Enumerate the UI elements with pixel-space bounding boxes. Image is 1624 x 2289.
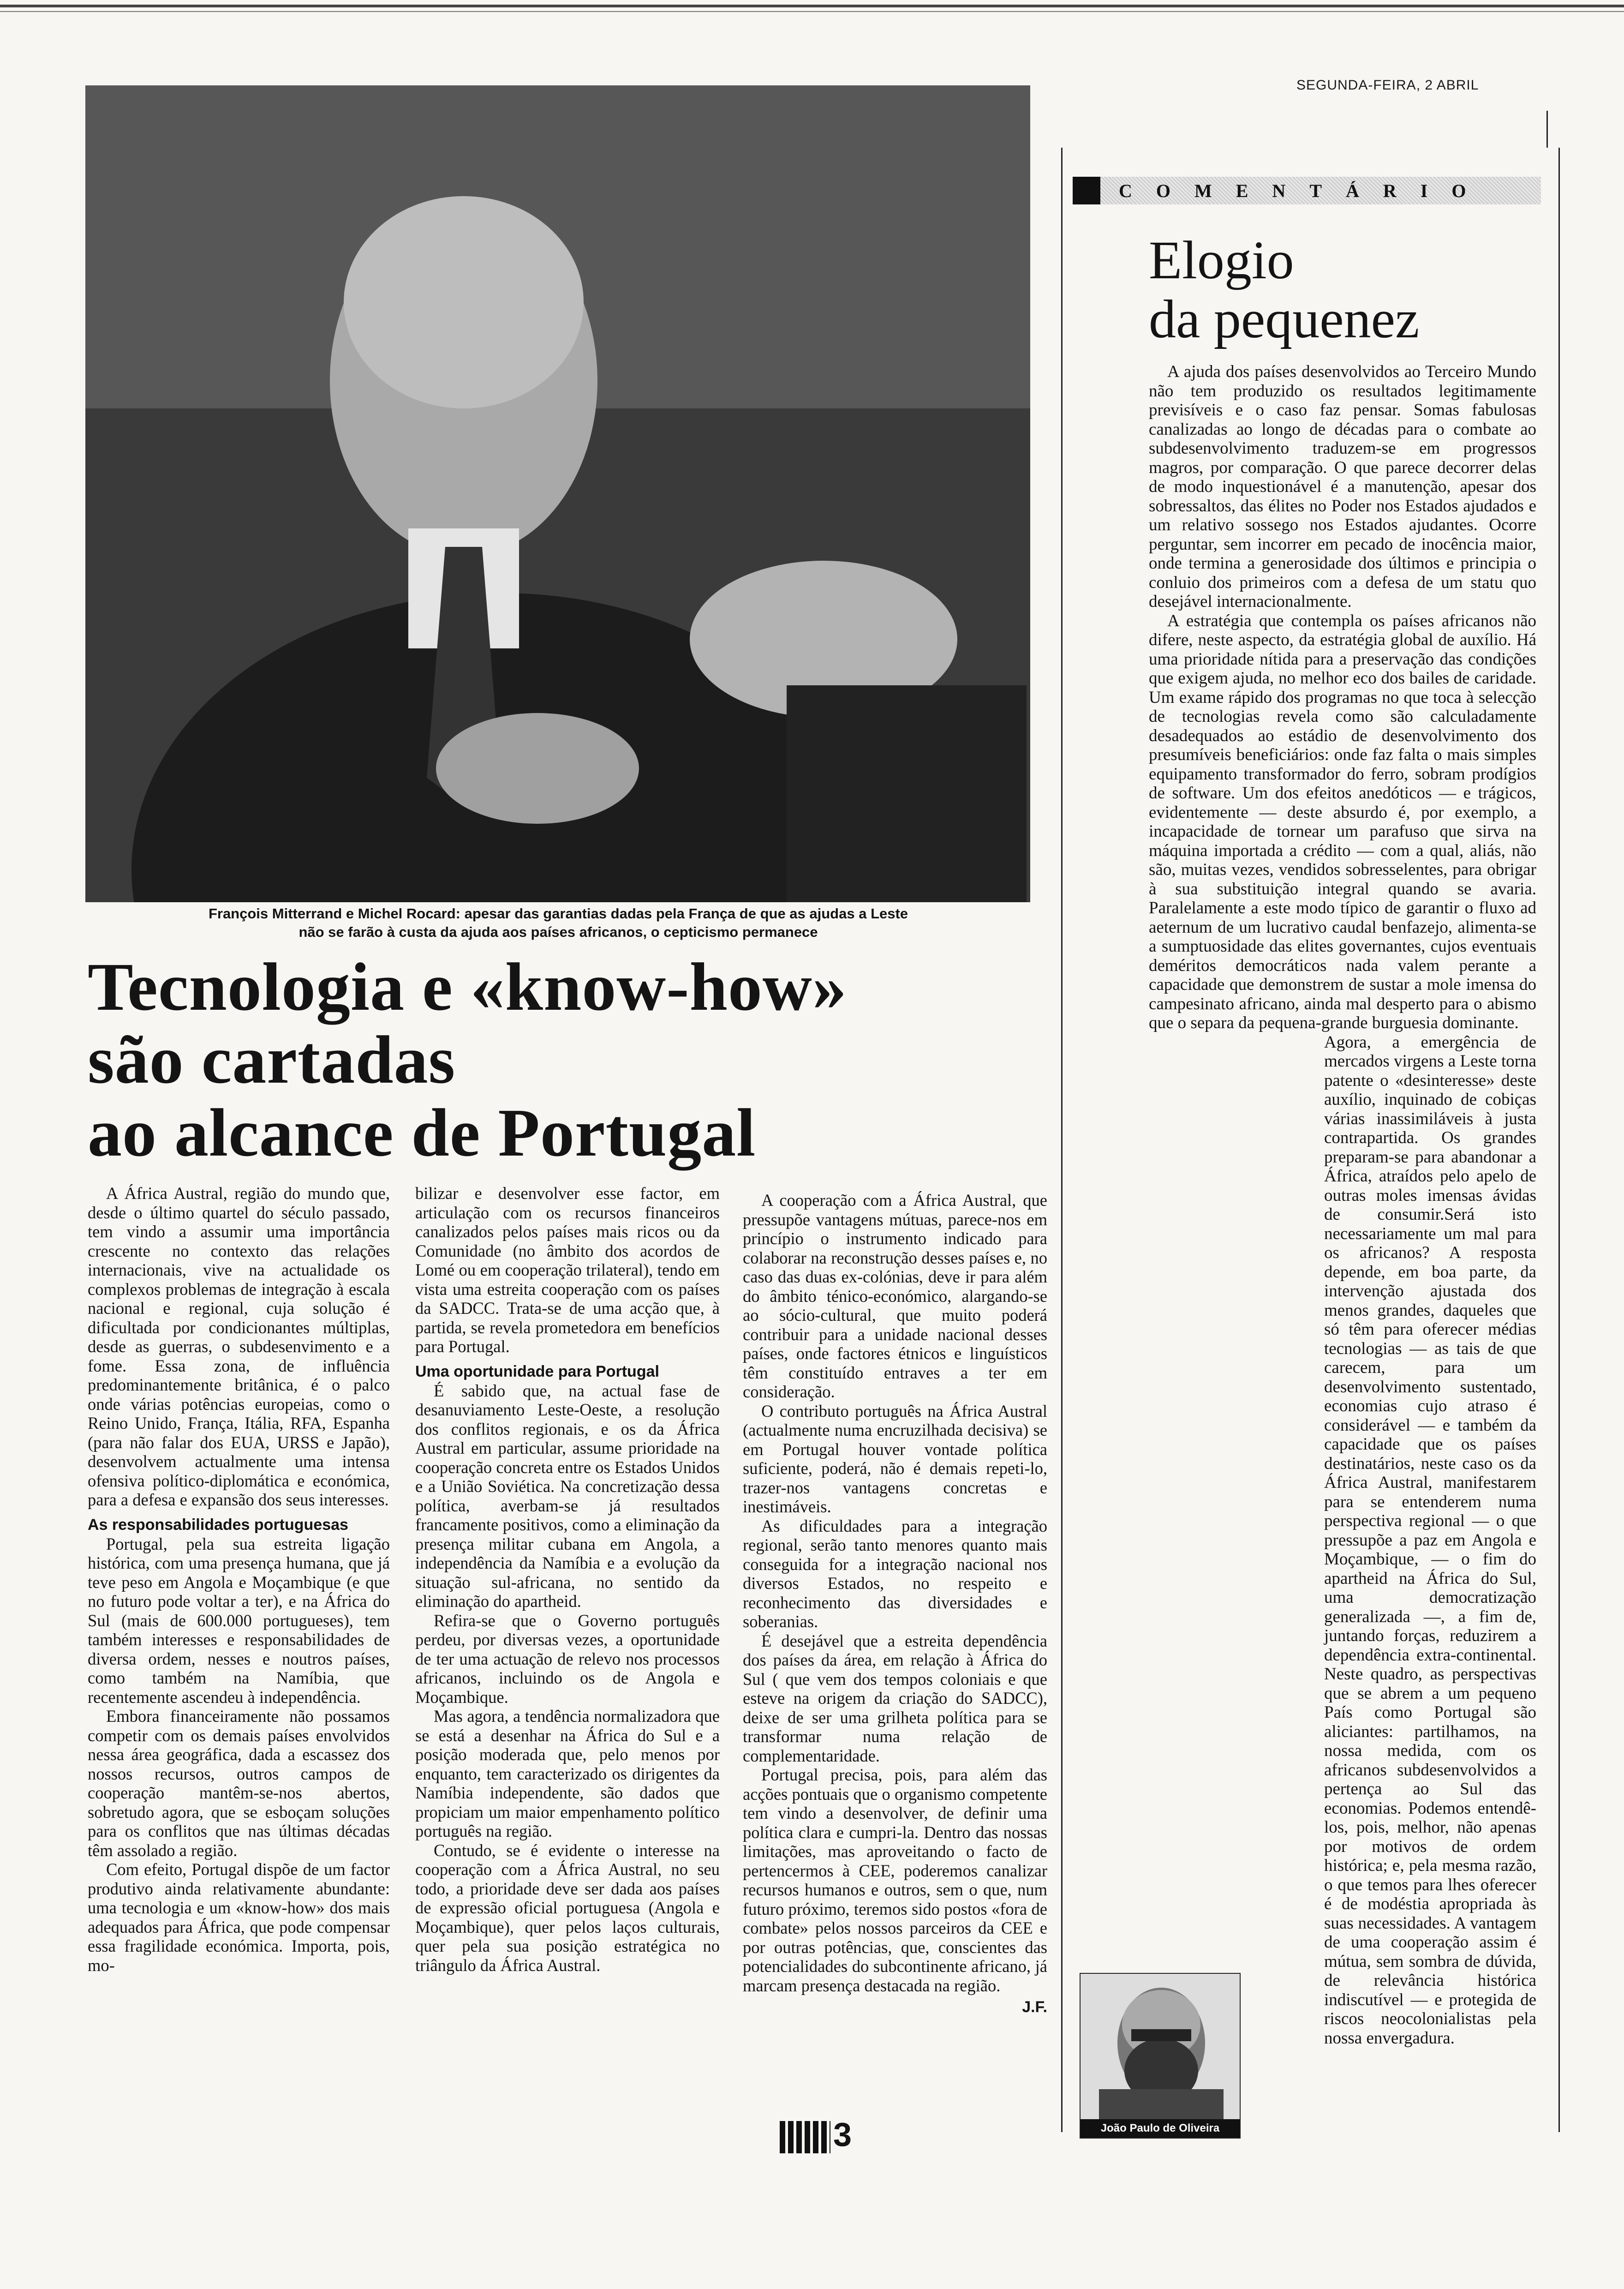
subheading: As responsabilidades portuguesas <box>88 1516 348 1534</box>
page-number: 3 <box>833 2116 852 2153</box>
news-photo <box>85 85 1030 902</box>
article-headline <box>88 951 1038 1169</box>
headline-line-1: Tecnologia e «know-how» <box>88 949 847 1025</box>
paragraph: É sabido que, na actual fase de desanuviamento Leste-Oeste, a resolução dos conflitos regionais, e os da África Austral em particular, assume prioridade na cooperação concreta entre os Estados Unidos e a União Soviética. Na concretização dessa política, averbam-se já resultados francamente positivos, como a eliminação da presença militar cubana em Angola, a independência da Namíbia e a evolução da situação sul-africana, no sentido da eliminação do apartheid. <box>415 1381 720 1611</box>
subheading: Uma oportunidade para Portugal <box>415 1362 659 1380</box>
paragraph: As dificuldades para a integração regional, serão tanto menores quanto mais conseguida for a integração nacional nos diversos Estados, no respeito e reconhecimento das diversidades e soberanias. <box>743 1516 1047 1631</box>
photo-caption <box>90 905 1027 941</box>
paragraph: Mas agora, a tendência normalizadora que se está a desenhar na África do Sul e a posição moderada que, pelo menos por enquanto, tem caracterizado os dirigentes da Namíbia independente, são dados que propiciam um maior empenhamento político português na região. <box>415 1707 720 1840</box>
comment-body <box>1149 362 1536 2048</box>
paragraph: Embora financeiramente não possamos competir com os demais países envolvidos nessa área geográfica, dada a escassez dos nossos recursos, outros campos de cooperação mantêm-se-nos abertos, sobretudo agora, que se esboçam soluções para os conflitos que nas últimas décadas têm assolado a região. <box>88 1707 390 1860</box>
section-marker-icon <box>1073 177 1100 204</box>
page-date: SEGUNDA-FEIRA, 2 ABRIL <box>1296 78 1479 93</box>
newspaper-logo-icon <box>780 2121 830 2153</box>
author-portrait <box>1080 1973 1241 2139</box>
article-signature: J.F. <box>1022 1998 1047 2016</box>
headline-line-3: ao alcance de Portugal <box>88 1095 756 1171</box>
article-column-2 <box>415 1184 720 1975</box>
author-name: João Paulo de Oliveira <box>1081 2119 1240 2138</box>
paragraph: Refira-se que o Governo português perdeu, por diversas vezes, a oportunidade de ter uma actuação de relevo nos processos africanos, incluindo os de Angola e Moçambique. <box>415 1611 720 1707</box>
paragraph: Contudo, se é evidente o interesse na cooperação com a África Austral, no seu todo, a prioridade deve ser dada aos países de expressão oficial portuguesa (Angola e Moçambique), quer pelos laços culturais, quer pela sua posição estratégica no triângulo da África Austral. <box>415 1840 720 1975</box>
paragraph: Portugal precisa, pois, para além das acções pontuais que o organismo competente tem vindo a desenvolver, de definir uma política clara e cumpri-la. Dentro das nossas limitações, mas aproveitando o facto de pertencermos à CEE, poderemos canalizar recursos humanos e outros, sem o que, num futuro próximo, teremos sido postos «fora de combate» pelos nossos parceiros da CEE e por outras potências, que, conscientes das potencialidades do subcontinente africano, já marcam presença destacada na região. <box>743 1765 1047 1995</box>
paragraph: A África Austral, região do mundo que, desde o último quartel do século passado, tem vindo a assumir uma importância crescente no contexto das relações internacionais, vive na actualidade os complexos problemas de integração à escala nacional e regional, cuja solução é dificultada por condicionantes múltiplas, desde as guerras, o subdesenvimento e a fome. Essa zona, de influência predominantemente britânica, é o palco onde várias potências europeias, como o Reino Unido, França, Itália, RFA, Espanha (para não falar dos EUA, URSS e Japão), desenvolvem actualmente uma intensa ofensiva político-diplomática e económica, para a defesa e expansão dos seus interesses. <box>88 1184 390 1509</box>
article-column-1 <box>88 1184 390 1975</box>
paragraph: É desejável que a estreita dependência dos países da área, em relação à África do Sul ( que vem dos tempos coloniais e que esteve na origem da criação do SADCC), deixe de ser uma grilheta política para se transformar numa relação de complementaridade. <box>743 1631 1047 1765</box>
section-label-bar <box>1073 177 1541 204</box>
frame-rule <box>1546 111 1548 148</box>
portrait-image <box>1081 1974 1240 2119</box>
section-label: COMENTÁRIO <box>1119 180 1490 201</box>
caption-line-2: não se farão à custa da ajuda aos países africanos, o cepticismo permanece <box>299 924 818 940</box>
paragraph: O contributo português na África Austral (actualmente numa encruzilhada decisiva) se em Portugal houver vontade política suficiente, poderá, não é demais repeti-lo, trazer-nos vantagens concretas e inestimáveis. <box>743 1401 1047 1516</box>
comment-title <box>1149 231 1419 349</box>
top-rule <box>0 5 1624 7</box>
paragraph: A estratégia que contempla os países africanos não difere, neste aspecto, da estratégia global de auxílio. Há uma prioridade nítida para a preservação das condições que exigem ajuda, no melhor eco dos bailes de caridade. Um exame rápido dos programas no que toca à selecção de tecnologias revela como são calculadamente desadequados ao estádio de desenvolvimento dos presumíveis beneficiários: onde faz falta o mais simples equipamento transformador do ferro, sobram prodígios de software. Um dos efeitos anedóticos — e trágicos, evidentemente — deste absurdo é, por exemplo, a incapacidade de tornear um parafuso que sirva na máquina importada a crédito — com a qual, aliás, não são, muitas vezes, vendidos sobresselentes, para obrigar à sua substituição integral quando se avaria. Paralelamente a este modo típico de garantir o fluxo ad aeternum de um lucrativo caudal benfazejo, alimenta-se a sumptuosidade das elites governantes, cujos eventuais deméritos democráticos nada valem perante a capacidade que demonstrem de sustar a mole imensa do campesinato africano, ainda mal desperto para o abismo que o separa da pequena-grande burguesia dominante. <box>1149 611 1536 1032</box>
caption-line-1: François Mitterrand e Michel Rocard: apesar das garantias dadas pela França de que as ajudas a Leste <box>208 905 908 922</box>
paragraph: A ajuda dos países desenvolvidos ao Terceiro Mundo não tem produzido os resultados legitimamente previsíveis e o caso faz pensar. Somas fabulosas canalizadas ao longo de décadas para o combate ao subdesenvolvimento traduzem-se em progressos magros, por comparação. O que parece decorrer delas de modo inquestionável é a manutenção, apesar dos sobressaltos, das élites no Poder nos Estados ajudados e um relativo sossego nos Estados ajudantes. Ocorre perguntar, sem incorrer em pecado de inocência maior, onde termina a generosidade dos últimos e principia o conluio dos primeiros com a defesa de um statu quo desejável internacionalmente. <box>1149 362 1536 611</box>
paragraph: Agora, a emergência de mercados virgens a Leste torna patente o «desinteresse» deste auxílio, inquinado de cobiças várias inassimiláveis à justa contrapartida. Os grandes preparam-se para abandonar a África, atraídos pelo apelo de outras moles imensas ávidas de consumir.Será isto necessariamente um mal para os africanos? A resposta depende, em boa parte, da intervenção ajustada dos menos grandes, daqueles que só têm para oferecer médias tecnologias — as tais de que carecem, para um desenvolvimento sustentado, economias cujo atraso é considerável — e também da capacidade que os países destinatários, neste caso os da África Austral, manifestarem para se entenderem numa perspectiva regional — o que pressupõe a paz em Angola e Moçambique, — o fim do apartheid na África do Sul, uma democratização generalizada —, a fim de, juntando forças, reduzirem a dependência extra-continental. Neste quadro, as perspectivas que se abrem a um pequeno País como Portugal são aliciantes: partilhamos, na nossa medida, com os africanos subdesenvolvidos a pertença ao Sul das economias. Podemos entendê-los, pois, melhor, não apenas por motivos de ordem histórica; e, pela mesma razão, o que temos para lhes oferecer é de modéstia apropriada às suas necessidades. A vantagem de uma cooperação assim é mútua, sem sombra de dúvida, de relevância histórica indiscutível — e protegida de riscos neocolonialistas pela nossa envergadura. <box>1324 1032 1536 2048</box>
comment-title-line-2: da pequenez <box>1149 289 1420 349</box>
paragraph: bilizar e desenvolver esse factor, em articulação com os recursos financeiros canalizados pelos países mais ricos ou da Comunidade (no âmbito dos acordos de Lomé ou em cooperação trilateral), tendo em vista uma estreita cooperação com os países da SADCC. Trata-se de uma acção que, à partida, se revela prometedora em benefícios para Portugal. <box>415 1184 720 1356</box>
headline-line-2: são cartadas <box>88 1022 456 1098</box>
article-column-3 <box>743 1191 1047 2017</box>
paragraph: A cooperação com a África Austral, que pressupõe vantagens mútuas, parece-nos em princípio o instrumento indicado para colaborar na reconstrução desses países e, no caso das duas ex-colónias, deve ir para além do âmbito ténico-económico, alargando-se ao sócio-cultural, que muito poderá contribuir para a unidade nacional desses países, onde factores étnicos e linguísticos têm constituído entraves a ter em consideração. <box>743 1191 1047 1401</box>
top-rule-thin <box>0 11 1624 12</box>
photo-illustration <box>85 85 1030 902</box>
paragraph: Com efeito, Portugal dispõe de um factor produtivo ainda relativamente abundante: uma tecnologia e um «know-how» dos mais adequados para África, que pode compensar essa fragilidade económica. Importa, pois, mo- <box>88 1860 390 1975</box>
paragraph: Portugal, pela sua estreita ligação histórica, com uma presença humana, que já teve peso em Angola e Moçambique (e que no futuro pode voltar a ter), e na África do Sul (mais de 600.000 portugueses), tem também interesses e responsabilidades de diversa ordem, nesses e noutros países, como também na Namíbia, que recentemente ascendeu à independência. <box>88 1534 390 1707</box>
comment-title-line-1: Elogio <box>1149 230 1294 290</box>
page-footer <box>780 2116 852 2154</box>
